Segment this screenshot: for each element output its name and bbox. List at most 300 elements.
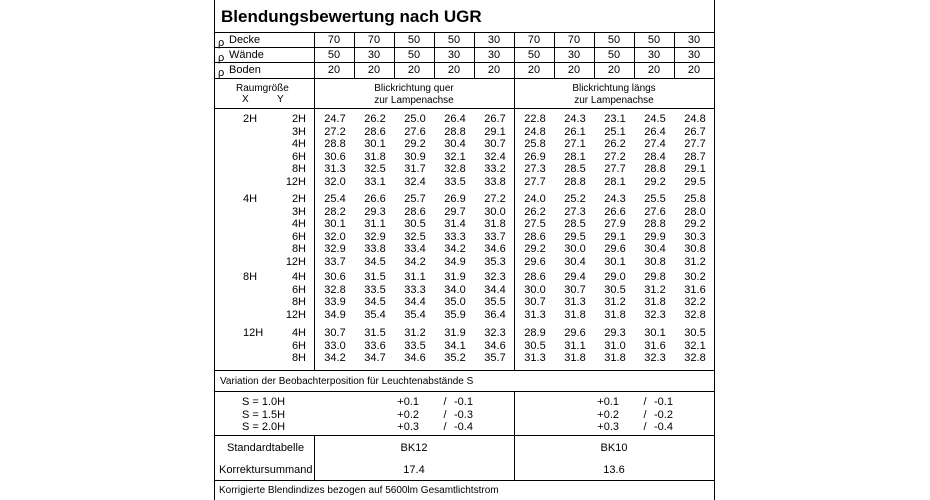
ugr-value-quer: 34.5 — [364, 296, 386, 308]
ugr-value-quer: 28.6 — [364, 125, 386, 138]
reflectance-value: 50 — [607, 34, 621, 46]
ugr-value-quer: 33.4 — [404, 243, 426, 255]
ugr-value-quer: 29.7 — [444, 205, 466, 218]
ugr-value-laengs: 25.8 — [684, 193, 706, 205]
standard-table-laengs: BK10 — [600, 442, 628, 454]
ugr-value-quer: 34.2 — [444, 243, 466, 255]
ugr-value-quer: 31.7 — [404, 163, 426, 175]
table-rule — [214, 32, 715, 33]
ugr-value-laengs: 31.8 — [564, 308, 586, 321]
ugr-value-laengs: 31.2 — [604, 296, 626, 308]
ugr-value-laengs: 30.5 — [524, 339, 546, 352]
ugr-value-quer: 34.9 — [324, 308, 346, 321]
ugr-value-laengs: 30.1 — [604, 255, 626, 268]
ugr-value-laengs: 28.4 — [644, 150, 666, 163]
reflectance-value: 50 — [407, 49, 421, 61]
reflectance-value: 20 — [527, 64, 541, 76]
ugr-value-quer: 30.6 — [324, 271, 346, 283]
variation-separator: / — [643, 408, 647, 421]
ugr-value-laengs: 31.8 — [604, 308, 626, 321]
standard-table-quer: BK12 — [400, 442, 428, 454]
variation-separator: / — [443, 408, 447, 421]
ugr-value-laengs: 27.5 — [524, 218, 546, 230]
ugr-value-quer: 32.8 — [444, 163, 466, 175]
ugr-value-quer: 35.2 — [444, 352, 466, 364]
ugr-value-laengs: 31.6 — [644, 339, 666, 352]
ugr-value-quer: 32.3 — [484, 327, 506, 339]
divider-laengs-line — [514, 78, 515, 370]
ugr-value-laengs: 26.6 — [604, 205, 626, 218]
ugr-value-laengs: 30.1 — [644, 327, 666, 339]
reflectance-value: 20 — [567, 64, 581, 76]
ugr-value-quer: 33.7 — [324, 255, 346, 268]
ugr-value-quer: 30.4 — [444, 138, 466, 150]
table-rule — [214, 391, 715, 392]
ugr-value-laengs: 29.3 — [604, 327, 626, 339]
reflectance-value: 70 — [327, 34, 341, 46]
ugr-value-laengs: 24.8 — [684, 113, 706, 125]
variation-minus-laengs: -0.2 — [654, 408, 673, 421]
ugr-value-quer: 26.9 — [444, 193, 466, 205]
ugr-value-quer: 26.2 — [364, 113, 386, 125]
reflectance-value: 50 — [527, 49, 541, 61]
ugr-value-laengs: 31.3 — [524, 308, 546, 321]
ugr-value-quer: 26.4 — [444, 113, 466, 125]
variation-plus-quer: +0.2 — [397, 408, 419, 421]
ugr-value-quer: 35.5 — [484, 296, 506, 308]
variation-caption: Variation der Beobachterposition für Leuchtenabstände S — [220, 376, 474, 387]
ugr-value-quer: 32.0 — [324, 175, 346, 188]
spacing-value: S = 1.5H — [242, 408, 286, 421]
ugr-value-quer: 30.9 — [404, 150, 426, 163]
variation-divider-line — [514, 391, 515, 435]
ugr-value-quer: 30.7 — [324, 327, 346, 339]
ugr-value-laengs: 30.5 — [604, 283, 626, 296]
ugr-value-quer: 32.3 — [484, 271, 506, 283]
ugr-value-quer: 36.4 — [484, 308, 506, 321]
ugr-value-laengs: 29.1 — [684, 163, 706, 175]
room-y-value: 6H — [291, 339, 306, 352]
ugr-value-laengs: 24.3 — [564, 113, 586, 125]
room-y-value: 6H — [291, 150, 306, 163]
reflectance-value: 50 — [607, 49, 621, 61]
reflectance-value: 50 — [407, 34, 421, 46]
ugr-value-laengs: 30.2 — [684, 271, 706, 283]
ugr-value-quer: 33.8 — [364, 243, 386, 255]
ugr-value-quer: 29.1 — [484, 125, 506, 138]
ugr-value-quer: 31.9 — [444, 327, 466, 339]
page-title: Blendungsbewertung nach UGR — [221, 7, 482, 26]
ugr-value-laengs: 26.2 — [524, 205, 546, 218]
ugr-value-quer: 35.4 — [364, 308, 386, 321]
reflectance-value: 30 — [367, 49, 381, 61]
ugr-value-quer: 33.5 — [364, 283, 386, 296]
ugr-value-quer: 24.7 — [324, 113, 346, 125]
ugr-value-laengs: 29.2 — [644, 175, 666, 188]
ugr-value-laengs: 28.8 — [644, 218, 666, 230]
ugr-value-quer: 27.2 — [324, 125, 346, 138]
ugr-value-quer: 31.3 — [324, 163, 346, 175]
ugr-value-laengs: 24.0 — [524, 193, 546, 205]
ugr-value-quer: 33.6 — [364, 339, 386, 352]
ugr-value-quer: 31.4 — [444, 218, 466, 230]
reflectance-value: 30 — [567, 49, 581, 61]
ugr-value-laengs: 29.6 — [604, 243, 626, 255]
footnote: Korrigierte Blendindizes bezogen auf 5600lm Gesamtlichtstrom — [219, 485, 499, 496]
ugr-value-laengs: 28.6 — [524, 271, 546, 283]
ugr-value-laengs: 25.5 — [644, 193, 666, 205]
ugr-value-laengs: 30.4 — [644, 243, 666, 255]
ugr-value-quer: 35.0 — [444, 296, 466, 308]
reflectance-value: 50 — [447, 34, 461, 46]
table-rule — [214, 78, 715, 79]
ugr-value-laengs: 27.7 — [684, 138, 706, 150]
ugr-value-laengs: 27.2 — [604, 150, 626, 163]
table-rule — [214, 62, 715, 63]
ugr-value-quer: 32.9 — [364, 230, 386, 243]
ugr-value-laengs: 27.4 — [644, 138, 666, 150]
ugr-value-quer: 34.4 — [484, 283, 506, 296]
ugr-value-quer: 27.6 — [404, 125, 426, 138]
ugr-value-quer: 32.9 — [324, 243, 346, 255]
ugr-value-quer: 31.1 — [364, 218, 386, 230]
ugr-value-quer: 31.8 — [364, 150, 386, 163]
ugr-value-laengs: 29.0 — [604, 271, 626, 283]
room-y-value: 2H — [291, 113, 306, 125]
ugr-value-quer: 32.4 — [404, 175, 426, 188]
ugr-value-quer: 33.9 — [324, 296, 346, 308]
ugr-value-laengs: 28.7 — [684, 150, 706, 163]
variation-minus-quer: -0.4 — [454, 421, 473, 433]
reflectance-value: 30 — [647, 49, 661, 61]
ugr-value-laengs: 27.7 — [604, 163, 626, 175]
divider-quer-line — [314, 78, 315, 370]
room-y-value: 8H — [291, 296, 306, 308]
ugr-value-quer: 33.7 — [484, 230, 506, 243]
reflectance-value: 20 — [607, 64, 621, 76]
ugr-value-laengs: 30.7 — [564, 283, 586, 296]
ugr-value-quer: 28.8 — [324, 138, 346, 150]
room-y-value: 8H — [291, 163, 306, 175]
ugr-value-quer: 35.3 — [484, 255, 506, 268]
room-y-value: 12H — [285, 255, 306, 268]
ugr-value-quer: 34.4 — [404, 296, 426, 308]
reflectance-value: 20 — [327, 64, 341, 76]
ugr-value-quer: 30.1 — [364, 138, 386, 150]
ugr-value-quer: 34.7 — [364, 352, 386, 364]
room-y-value: 12H — [285, 308, 306, 321]
ugr-value-laengs: 30.4 — [564, 255, 586, 268]
variation-minus-laengs: -0.1 — [654, 396, 673, 408]
ugr-value-laengs: 27.9 — [604, 218, 626, 230]
ugr-value-laengs: 24.5 — [644, 113, 666, 125]
ugr-value-laengs: 30.7 — [524, 296, 546, 308]
reflectance-value: 30 — [687, 34, 701, 46]
ugr-value-quer: 25.0 — [404, 113, 426, 125]
reflectance-value: 20 — [487, 64, 501, 76]
ugr-value-quer: 32.8 — [324, 283, 346, 296]
room-y-value: 2H — [291, 193, 306, 205]
ugr-value-quer: 34.2 — [324, 352, 346, 364]
variation-plus-laengs: +0.1 — [597, 396, 619, 408]
ugr-value-laengs: 28.8 — [644, 163, 666, 175]
ugr-value-quer: 34.2 — [404, 255, 426, 268]
variation-minus-quer: -0.1 — [454, 396, 473, 408]
ugr-value-laengs: 31.8 — [564, 352, 586, 364]
room-y-value: 12H — [285, 175, 306, 188]
ugr-value-laengs: 31.2 — [644, 283, 666, 296]
ugr-value-laengs: 32.3 — [644, 308, 666, 321]
view-header-laengs: zur Lampenachse — [574, 95, 654, 106]
room-y-value: 6H — [291, 283, 306, 296]
room-x-value: 8H — [243, 271, 258, 283]
ugr-value-laengs: 27.7 — [524, 175, 546, 188]
reflectance-value: 20 — [367, 64, 381, 76]
ugr-value-laengs: 28.6 — [524, 230, 546, 243]
ugr-value-quer: 26.6 — [364, 193, 386, 205]
ugr-value-laengs: 30.5 — [684, 327, 706, 339]
ugr-value-quer: 33.3 — [404, 283, 426, 296]
variation-plus-laengs: +0.2 — [597, 408, 619, 421]
reflectance-label: Wände — [229, 49, 264, 61]
room-x-value: 4H — [243, 193, 258, 205]
room-x-value: 12H — [243, 327, 264, 339]
reflectance-value: 30 — [487, 49, 501, 61]
reflectance-value: 70 — [367, 34, 381, 46]
view-header-quer: Blickrichtung quer — [374, 83, 454, 94]
room-x-label: X — [242, 94, 249, 105]
ugr-value-laengs: 28.5 — [564, 163, 586, 175]
ugr-value-laengs: 26.9 — [524, 150, 546, 163]
ugr-value-quer: 32.5 — [364, 163, 386, 175]
room-y-value: 3H — [291, 125, 306, 138]
reflectance-label: Boden — [229, 64, 261, 76]
ugr-value-laengs: 27.1 — [564, 138, 586, 150]
ugr-value-laengs: 31.8 — [644, 296, 666, 308]
variation-plus-quer: +0.1 — [397, 396, 419, 408]
reflectance-value: 20 — [647, 64, 661, 76]
ugr-value-laengs: 29.8 — [644, 271, 666, 283]
frame-left-line — [214, 0, 215, 500]
ugr-value-quer: 30.5 — [404, 218, 426, 230]
ugr-value-laengs: 29.5 — [684, 175, 706, 188]
room-y-label: Y — [277, 94, 284, 105]
ugr-value-quer: 33.2 — [484, 163, 506, 175]
table-rule — [214, 435, 715, 436]
ugr-value-quer: 34.0 — [444, 283, 466, 296]
ugr-value-quer: 29.2 — [404, 138, 426, 150]
correction-laengs: 13.6 — [603, 464, 625, 476]
rho-symbol: ρ — [218, 67, 225, 79]
table-rule — [214, 480, 715, 481]
reflectance-value: 70 — [527, 34, 541, 46]
ugr-value-laengs: 29.9 — [644, 230, 666, 243]
ugr-value-quer: 35.7 — [484, 352, 506, 364]
ugr-value-laengs: 30.8 — [684, 243, 706, 255]
ugr-value-laengs: 32.2 — [684, 296, 706, 308]
ugr-value-quer: 29.3 — [364, 205, 386, 218]
variation-minus-quer: -0.3 — [454, 408, 473, 421]
ugr-value-laengs: 31.6 — [684, 283, 706, 296]
spacing-value: S = 2.0H — [242, 421, 286, 433]
ugr-value-laengs: 31.1 — [564, 339, 586, 352]
room-x-value: 2H — [243, 113, 258, 125]
ugr-value-quer: 28.8 — [444, 125, 466, 138]
ugr-value-quer: 28.2 — [324, 205, 346, 218]
table-rule — [214, 370, 715, 371]
ugr-value-quer: 32.4 — [484, 150, 506, 163]
ugr-value-laengs: 29.6 — [564, 327, 586, 339]
reflectance-value: 50 — [327, 49, 341, 61]
ugr-value-quer: 33.1 — [364, 175, 386, 188]
ugr-value-laengs: 22.8 — [524, 113, 546, 125]
ugr-value-quer: 31.1 — [404, 271, 426, 283]
ugr-value-quer: 30.1 — [324, 218, 346, 230]
view-header-quer: zur Lampenachse — [374, 95, 454, 106]
table-rule — [214, 108, 715, 109]
ugr-value-laengs: 31.2 — [684, 255, 706, 268]
ugr-value-quer: 31.5 — [364, 271, 386, 283]
reflectance-label: Decke — [229, 34, 261, 46]
ugr-value-quer: 34.6 — [404, 352, 426, 364]
ugr-value-quer: 30.6 — [324, 150, 346, 163]
ugr-value-laengs: 31.8 — [604, 352, 626, 364]
reflectance-value: 70 — [567, 34, 581, 46]
variation-separator: / — [443, 421, 447, 433]
ugr-value-laengs: 29.4 — [564, 271, 586, 283]
ugr-value-laengs: 24.8 — [524, 125, 546, 138]
room-y-value: 4H — [291, 327, 306, 339]
ugr-value-laengs: 24.3 — [604, 193, 626, 205]
reflectance-column-line — [714, 32, 715, 78]
ugr-value-quer: 34.6 — [484, 339, 506, 352]
ugr-value-laengs: 27.3 — [564, 205, 586, 218]
reflectance-value: 30 — [447, 49, 461, 61]
ugr-value-laengs: 28.8 — [564, 175, 586, 188]
rho-symbol: ρ — [218, 52, 225, 64]
ugr-value-laengs: 31.3 — [524, 352, 546, 364]
ugr-value-quer: 33.3 — [444, 230, 466, 243]
ugr-value-laengs: 32.3 — [644, 352, 666, 364]
ugr-value-laengs: 28.9 — [524, 327, 546, 339]
ugr-value-quer: 35.9 — [444, 308, 466, 321]
table-rule — [214, 47, 715, 48]
ugr-value-laengs: 29.5 — [564, 230, 586, 243]
reflectance-value: 20 — [407, 64, 421, 76]
ugr-value-quer: 28.6 — [404, 205, 426, 218]
variation-separator: / — [643, 396, 647, 408]
variation-separator: / — [643, 421, 647, 433]
room-y-value: 8H — [291, 243, 306, 255]
ugr-value-quer: 33.8 — [484, 175, 506, 188]
ugr-value-laengs: 29.2 — [684, 218, 706, 230]
reflectance-value: 30 — [687, 49, 701, 61]
standard-table-label: Standardtabelle — [227, 442, 305, 454]
ugr-value-quer: 34.6 — [484, 243, 506, 255]
ugr-value-laengs: 23.1 — [604, 113, 626, 125]
ugr-value-laengs: 31.3 — [564, 296, 586, 308]
ugr-value-quer: 27.2 — [484, 193, 506, 205]
ugr-value-laengs: 26.1 — [564, 125, 586, 138]
ugr-value-laengs: 31.0 — [604, 339, 626, 352]
ugr-value-laengs: 26.2 — [604, 138, 626, 150]
ugr-value-quer: 34.9 — [444, 255, 466, 268]
ugr-value-laengs: 32.1 — [684, 339, 706, 352]
ugr-value-quer: 33.0 — [324, 339, 346, 352]
ugr-value-quer: 25.4 — [324, 193, 346, 205]
spacing-value: S = 1.0H — [242, 396, 286, 408]
ugr-value-laengs: 26.4 — [644, 125, 666, 138]
ugr-value-laengs: 30.0 — [564, 243, 586, 255]
reflectance-value: 20 — [687, 64, 701, 76]
variation-separator: / — [443, 396, 447, 408]
ugr-value-laengs: 25.2 — [564, 193, 586, 205]
ugr-value-laengs: 27.6 — [644, 205, 666, 218]
ugr-value-quer: 32.5 — [404, 230, 426, 243]
ugr-value-quer: 25.7 — [404, 193, 426, 205]
ugr-value-quer: 32.1 — [444, 150, 466, 163]
ugr-value-laengs: 28.5 — [564, 218, 586, 230]
ugr-value-quer: 31.5 — [364, 327, 386, 339]
ugr-value-laengs: 30.0 — [524, 283, 546, 296]
room-y-value: 4H — [291, 271, 306, 283]
ugr-value-laengs: 28.0 — [684, 205, 706, 218]
reflectance-value: 20 — [447, 64, 461, 76]
room-y-value: 6H — [291, 230, 306, 243]
ugr-value-laengs: 32.8 — [684, 352, 706, 364]
ugr-value-quer: 26.7 — [484, 113, 506, 125]
ugr-value-laengs: 26.7 — [684, 125, 706, 138]
ugr-value-laengs: 27.3 — [524, 163, 546, 175]
reflectance-value: 30 — [487, 34, 501, 46]
room-y-value: 3H — [291, 205, 306, 218]
ugr-value-laengs: 28.1 — [604, 175, 626, 188]
ugr-value-quer: 31.8 — [484, 218, 506, 230]
view-header-laengs: Blickrichtung längs — [572, 83, 656, 94]
ugr-value-quer: 33.5 — [444, 175, 466, 188]
ugr-value-quer: 31.2 — [404, 327, 426, 339]
ugr-value-laengs: 25.1 — [604, 125, 626, 138]
variation-plus-laengs: +0.3 — [597, 421, 619, 433]
correction-label: Korrektursummand — [219, 464, 313, 476]
variation-minus-laengs: -0.4 — [654, 421, 673, 433]
reflectance-value: 50 — [647, 34, 661, 46]
correction-quer: 17.4 — [403, 464, 425, 476]
ugr-value-quer: 34.5 — [364, 255, 386, 268]
room-y-value: 4H — [291, 138, 306, 150]
ugr-value-laengs: 25.8 — [524, 138, 546, 150]
ugr-value-quer: 30.0 — [484, 205, 506, 218]
ugr-value-quer: 33.5 — [404, 339, 426, 352]
room-y-value: 8H — [291, 352, 306, 364]
ugr-value-laengs: 30.8 — [644, 255, 666, 268]
room-size-label: Raumgröße — [236, 83, 289, 94]
ugr-value-quer: 35.4 — [404, 308, 426, 321]
ugr-value-quer: 31.9 — [444, 271, 466, 283]
ugr-value-laengs: 29.1 — [604, 230, 626, 243]
ugr-value-laengs: 29.6 — [524, 255, 546, 268]
ugr-value-laengs: 29.2 — [524, 243, 546, 255]
ugr-value-quer: 34.1 — [444, 339, 466, 352]
ugr-value-laengs: 30.3 — [684, 230, 706, 243]
rho-symbol: ρ — [218, 37, 225, 49]
variation-plus-quer: +0.3 — [397, 421, 419, 433]
ugr-value-quer: 32.0 — [324, 230, 346, 243]
ugr-value-quer: 30.7 — [484, 138, 506, 150]
ugr-value-laengs: 32.8 — [684, 308, 706, 321]
room-y-value: 4H — [291, 218, 306, 230]
ugr-value-laengs: 28.1 — [564, 150, 586, 163]
